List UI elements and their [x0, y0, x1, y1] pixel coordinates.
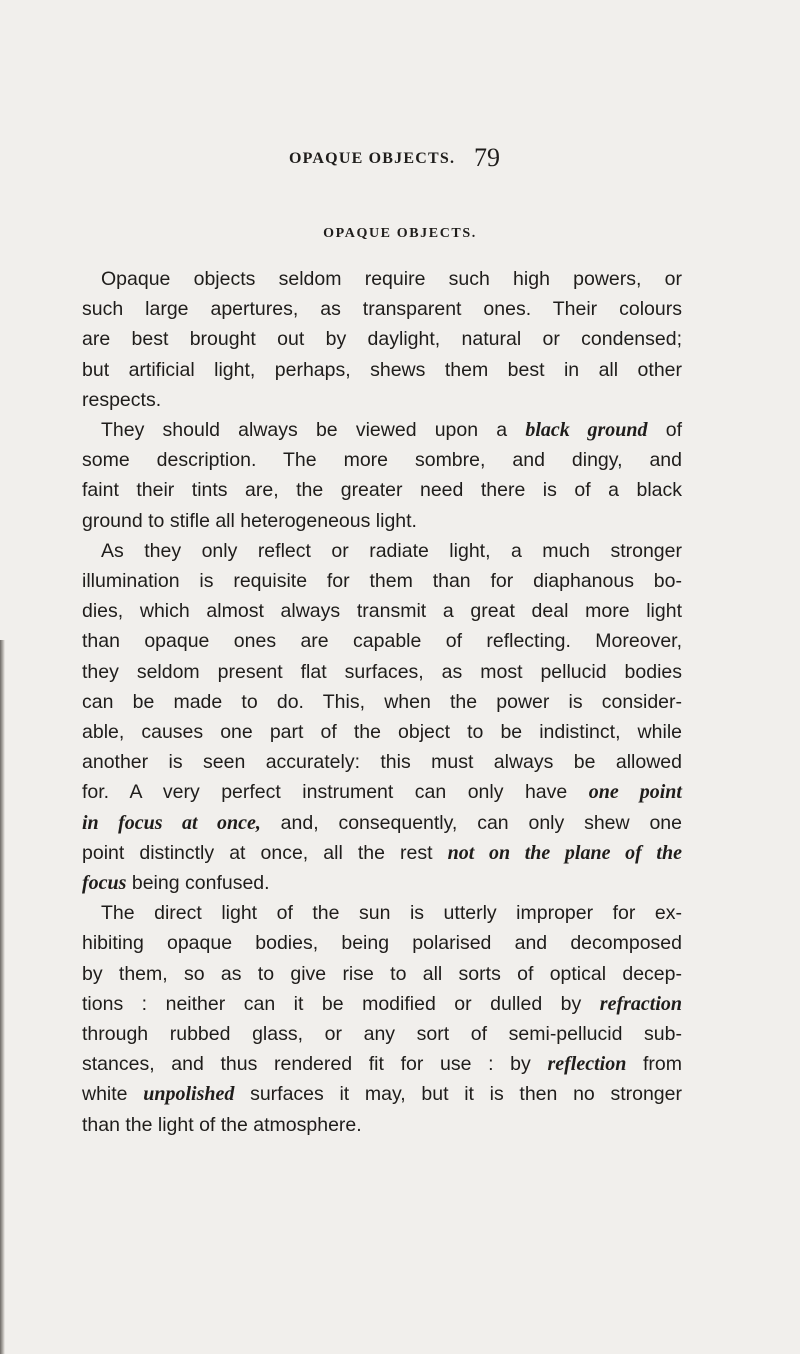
text-segment: faint their tints are, the greater need there is of a black [82, 479, 682, 502]
text-line [82, 264, 682, 294]
text-segment: they seldom present flat surfaces, as most pellucid bodies [82, 660, 682, 683]
page-edge-shadow [0, 640, 5, 1354]
italic-text: unpolished [143, 1083, 235, 1106]
text-line [82, 445, 682, 475]
text-line [82, 475, 682, 505]
text-segment: tions : neither can it be modified or dulled by [82, 992, 600, 1015]
text-line [82, 536, 682, 566]
text-line [82, 928, 682, 958]
text-segment: than opaque ones are capable of reflecting. Moreover, [82, 630, 682, 653]
text-segment: some description. The more sombre, and dingy, and [82, 449, 682, 472]
text-line [82, 747, 682, 777]
text-line [82, 596, 682, 626]
page-number: 79 [474, 143, 500, 172]
text-segment: by them, so as to give rise to all sorts of optical decep- [82, 962, 682, 985]
text-line [82, 687, 682, 717]
text-segment: another is seen accurately: this must always be allowed [82, 751, 682, 774]
text-line [82, 1110, 682, 1140]
text-segment: are best brought out by daylight, natural or condensed; [82, 328, 682, 351]
text-segment: respects. [82, 388, 162, 411]
text-segment: such large apertures, as transparent ones. Their colours [82, 298, 682, 321]
text-line [82, 898, 682, 928]
text-segment: being confused. [126, 872, 270, 895]
text-line [82, 868, 682, 898]
text-segment: surfaces it may, but it is then no stronger [234, 1083, 682, 1106]
text-segment: The direct light of the sun is utterly improper for ex- [101, 902, 682, 925]
text-segment: through rubbed glass, or any sort of semi-pellucid sub- [82, 1023, 682, 1046]
italic-text: one point [588, 781, 682, 804]
italic-text: refraction [599, 992, 682, 1015]
text-line [82, 989, 682, 1019]
italic-text: focus [82, 872, 127, 895]
text-line [82, 1049, 682, 1079]
text-segment: can be made to do. This, when the power is consider- [82, 690, 682, 713]
text-segment: and, consequently, can only shew one [260, 811, 682, 834]
text-segment: but artificial light, perhaps, shews them best in all other [82, 358, 682, 381]
section-heading: OPAQUE OBJECTS. [323, 226, 477, 241]
text-segment: able, causes one part of the object to be indistinct, while [82, 721, 682, 744]
text-line [82, 506, 682, 536]
text-line [82, 657, 682, 687]
text-line [82, 626, 682, 656]
text-line [82, 355, 682, 385]
text-segment: dies, which almost always transmit a great deal more light [82, 600, 682, 623]
text-line [82, 566, 682, 596]
text-line [82, 1019, 682, 1049]
running-title: OPAQUE OBJECTS. [289, 150, 456, 167]
italic-text: black ground [525, 419, 648, 442]
text-line [82, 324, 682, 354]
text-segment: than the light of the atmosphere. [82, 1113, 362, 1136]
text-segment: point distinctly at once, all the rest [82, 841, 448, 864]
text-segment: of [647, 419, 682, 442]
text-line [82, 959, 682, 989]
text-line [82, 808, 682, 838]
text-segment: As they only reflect or radiate light, a much stronger [101, 539, 682, 562]
text-segment: illumination is requisite for them than for diaphanous bo- [82, 570, 682, 593]
text-segment: Opaque objects seldom require such high powers, or [101, 268, 682, 290]
body-text [82, 264, 682, 1140]
text-line [82, 415, 682, 445]
italic-text: reflection [547, 1053, 627, 1076]
text-segment: ground to stifle all heterogeneous light. [82, 509, 417, 532]
text-line [82, 777, 682, 807]
italic-text: not on the plane of the [447, 841, 682, 864]
text-segment: They should always be viewed upon a [101, 419, 526, 442]
text-segment: white [82, 1083, 144, 1106]
text-segment: from [626, 1053, 682, 1076]
text-line [82, 1079, 682, 1109]
italic-text: in focus at once, [82, 811, 261, 834]
text-segment: for. A very perfect instrument can only have [82, 781, 589, 804]
text-line [82, 838, 682, 868]
running-header [0, 143, 800, 186]
text-segment: stances, and thus rendered fit for use : by [82, 1053, 548, 1076]
text-segment: hibiting opaque bodies, being polarised and decomposed [82, 932, 682, 955]
text-line [82, 385, 682, 415]
text-line [82, 294, 682, 324]
text-line [82, 717, 682, 747]
